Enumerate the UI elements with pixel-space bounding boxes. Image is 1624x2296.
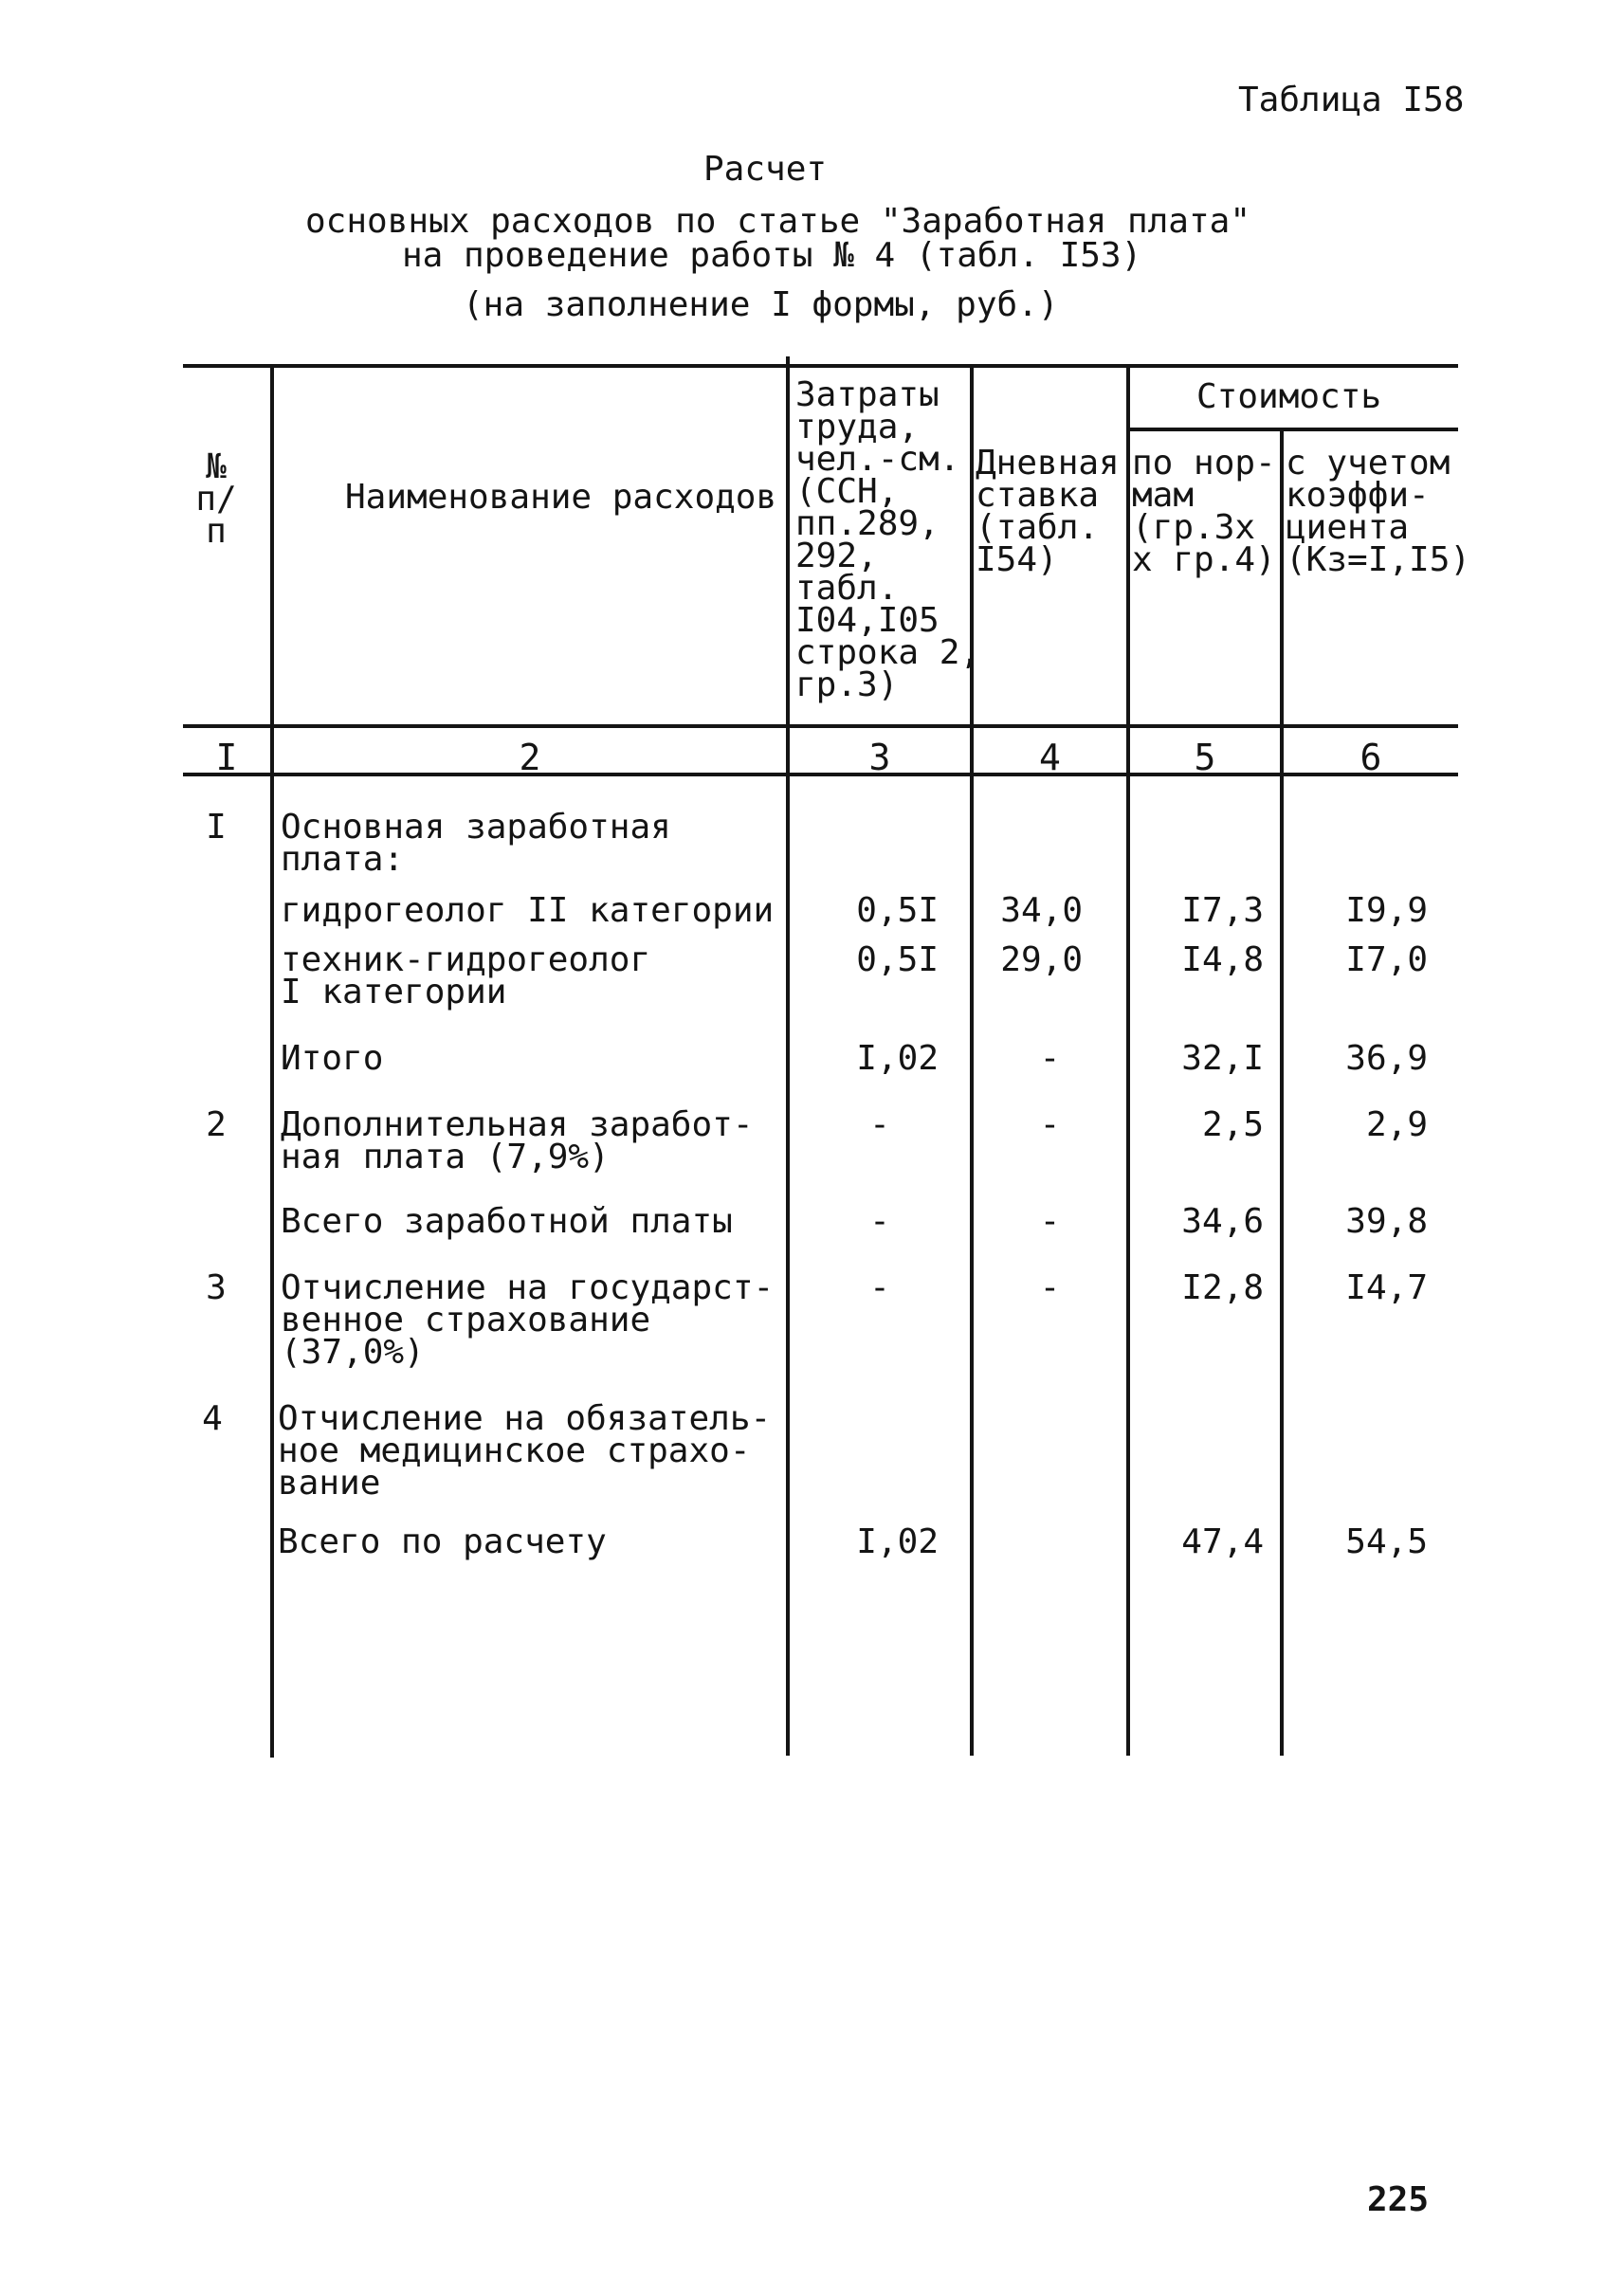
row-rate: 34,0 (1000, 891, 1083, 930)
page-number: 225 (1367, 2180, 1430, 2219)
row-cost-norm: I7,3 (1181, 891, 1264, 930)
heading-title: Расчет (703, 150, 828, 189)
row-cost-coef: 39,8 (1345, 1202, 1428, 1241)
column-divider-5 (1280, 429, 1284, 1756)
column-number: 6 (1359, 737, 1382, 778)
heading-line-3: на проведение работы № 4 (табл. I53) (402, 236, 1142, 275)
row-cost-norm: I4,8 (1181, 940, 1264, 979)
row-name: Отчисление на обязатель- ное медицинское страхо- вание (278, 1399, 772, 1503)
row-cost-norm: 2,5 (1201, 1105, 1264, 1144)
row-cost-coef: 54,5 (1345, 1522, 1428, 1561)
column-number: 3 (868, 737, 891, 778)
row-rate: - (1039, 1105, 1061, 1144)
row-name: Всего по расчету (278, 1522, 607, 1561)
row-name: гидрогеолог II категории (281, 891, 775, 930)
table-top-border (183, 364, 1458, 368)
row-cost-norm: 34,6 (1181, 1202, 1264, 1241)
header-num: № п/п (195, 447, 237, 551)
row-cost-coef: 36,9 (1345, 1039, 1428, 1078)
column-number: I (215, 737, 238, 778)
row-cost-coef: I9,9 (1345, 891, 1428, 930)
row-rate: - (1039, 1268, 1061, 1307)
row-cost-norm: 32,I (1181, 1039, 1264, 1078)
row-labor: - (869, 1268, 890, 1307)
row-rate: 29,0 (1000, 940, 1083, 979)
row-num: 3 (206, 1268, 227, 1307)
header-rate: Дневная ставка (табл. I54) (976, 444, 1120, 579)
header-cost-group: Стоимость (1196, 377, 1382, 416)
row-labor: - (869, 1105, 890, 1144)
row-cost-coef: 2,9 (1365, 1105, 1428, 1144)
table-caption: Таблица I58 (1238, 81, 1465, 119)
row-cost-norm: 47,4 (1181, 1522, 1264, 1561)
row-name: Дополнительная заработ- ная плата (7,9%) (281, 1105, 754, 1176)
column-number: 5 (1194, 737, 1216, 778)
row-num: 2 (206, 1105, 227, 1144)
cost-group-divider (1126, 428, 1458, 431)
column-divider-4 (1126, 366, 1130, 1756)
column-number: 2 (519, 737, 541, 778)
row-name: Отчисление на государст- венное страхование (37,0%) (281, 1268, 775, 1372)
row-cost-norm: I2,8 (1181, 1268, 1264, 1307)
row-rate: - (1039, 1202, 1061, 1241)
heading-line-2: основных расходов по статье "Заработная плата" (305, 202, 1250, 241)
heading-line-4: (на заполнение I формы, руб.) (463, 285, 1059, 324)
header-bottom-border (183, 724, 1458, 728)
row-name: Итого (281, 1039, 384, 1078)
row-cost-coef: I7,0 (1345, 940, 1428, 979)
column-divider-2 (786, 356, 790, 1756)
header-cost-coef: с учетом коэффи- циента (Кз=I,I5) (1286, 444, 1471, 579)
row-num: I (206, 808, 227, 847)
row-labor: 0,5I (856, 940, 939, 979)
row-name: Основная заработная плата: (281, 808, 671, 879)
header-name: Наименование расходов (345, 478, 777, 517)
row-name: техник-гидрогеолог I категории (281, 940, 651, 1011)
header-labor: Затраты труда, чел.-см. (ССН, пп.289, 292, табл. I04,I05 строка 2, гр.3) (795, 375, 981, 704)
row-rate: - (1039, 1039, 1061, 1078)
column-divider-1 (270, 366, 274, 1758)
column-number: 4 (1039, 737, 1061, 778)
row-cost-coef: I4,7 (1345, 1268, 1428, 1307)
row-labor: 0,5I (856, 891, 939, 930)
row-num: 4 (202, 1399, 223, 1438)
header-cost-norm: по нор- мам (гр.3х х гр.4) (1132, 444, 1276, 579)
row-name: Всего заработной платы (281, 1202, 733, 1241)
row-labor: - (869, 1202, 890, 1241)
row-labor: I,02 (856, 1522, 939, 1561)
row-labor: I,02 (856, 1039, 939, 1078)
